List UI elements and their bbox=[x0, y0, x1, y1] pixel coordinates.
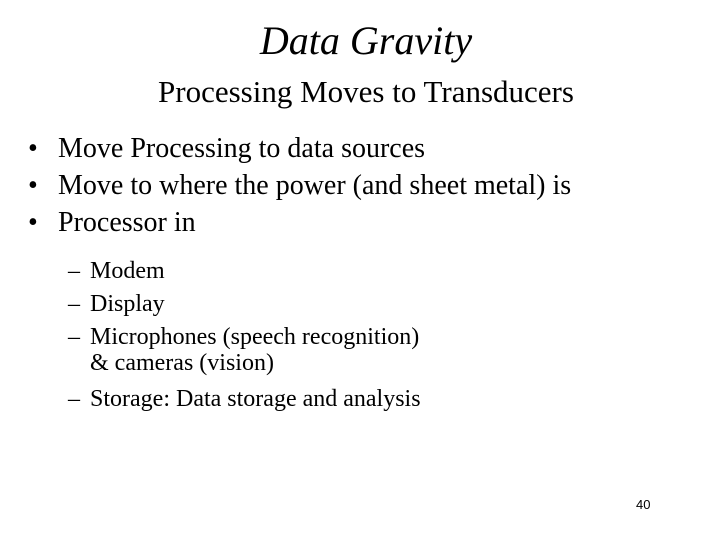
dash-mark: – bbox=[68, 386, 80, 412]
bullet-text: Move to where the power (and sheet metal) is bbox=[58, 170, 572, 201]
sub-bullet-item bbox=[68, 383, 421, 416]
sub-bullet-text: Modem bbox=[90, 258, 165, 284]
dash-mark: – bbox=[68, 324, 80, 350]
sub-bullet-item bbox=[68, 288, 421, 321]
slide-subtitle: Processing Moves to Transducers bbox=[158, 74, 574, 109]
dash-mark: – bbox=[68, 291, 80, 317]
dash-mark: – bbox=[68, 258, 80, 284]
sub-bullet-list bbox=[68, 255, 421, 416]
sub-bullet-item bbox=[68, 324, 421, 376]
bullet-mark: • bbox=[28, 170, 38, 201]
bullet-text: Move Processing to data sources bbox=[58, 133, 426, 164]
page-number: 40 bbox=[636, 497, 651, 512]
sub-bullet-text: Storage: Data storage and analysis bbox=[90, 386, 421, 412]
bullet-mark: • bbox=[28, 133, 38, 164]
slide-title: Data Gravity bbox=[259, 18, 473, 63]
bullet-item bbox=[28, 204, 571, 241]
sub-bullet-text: Microphones (speech recognition) bbox=[90, 324, 420, 350]
sub-bullet-text-continued: & cameras (vision) bbox=[90, 350, 274, 376]
sub-bullet-text: Display bbox=[90, 291, 165, 317]
bullet-item bbox=[28, 167, 571, 204]
sub-bullet-item bbox=[68, 255, 421, 288]
bullet-list bbox=[28, 130, 571, 241]
bullet-mark: • bbox=[28, 207, 38, 238]
bullet-text: Processor in bbox=[58, 207, 196, 238]
bullet-item bbox=[28, 130, 571, 167]
